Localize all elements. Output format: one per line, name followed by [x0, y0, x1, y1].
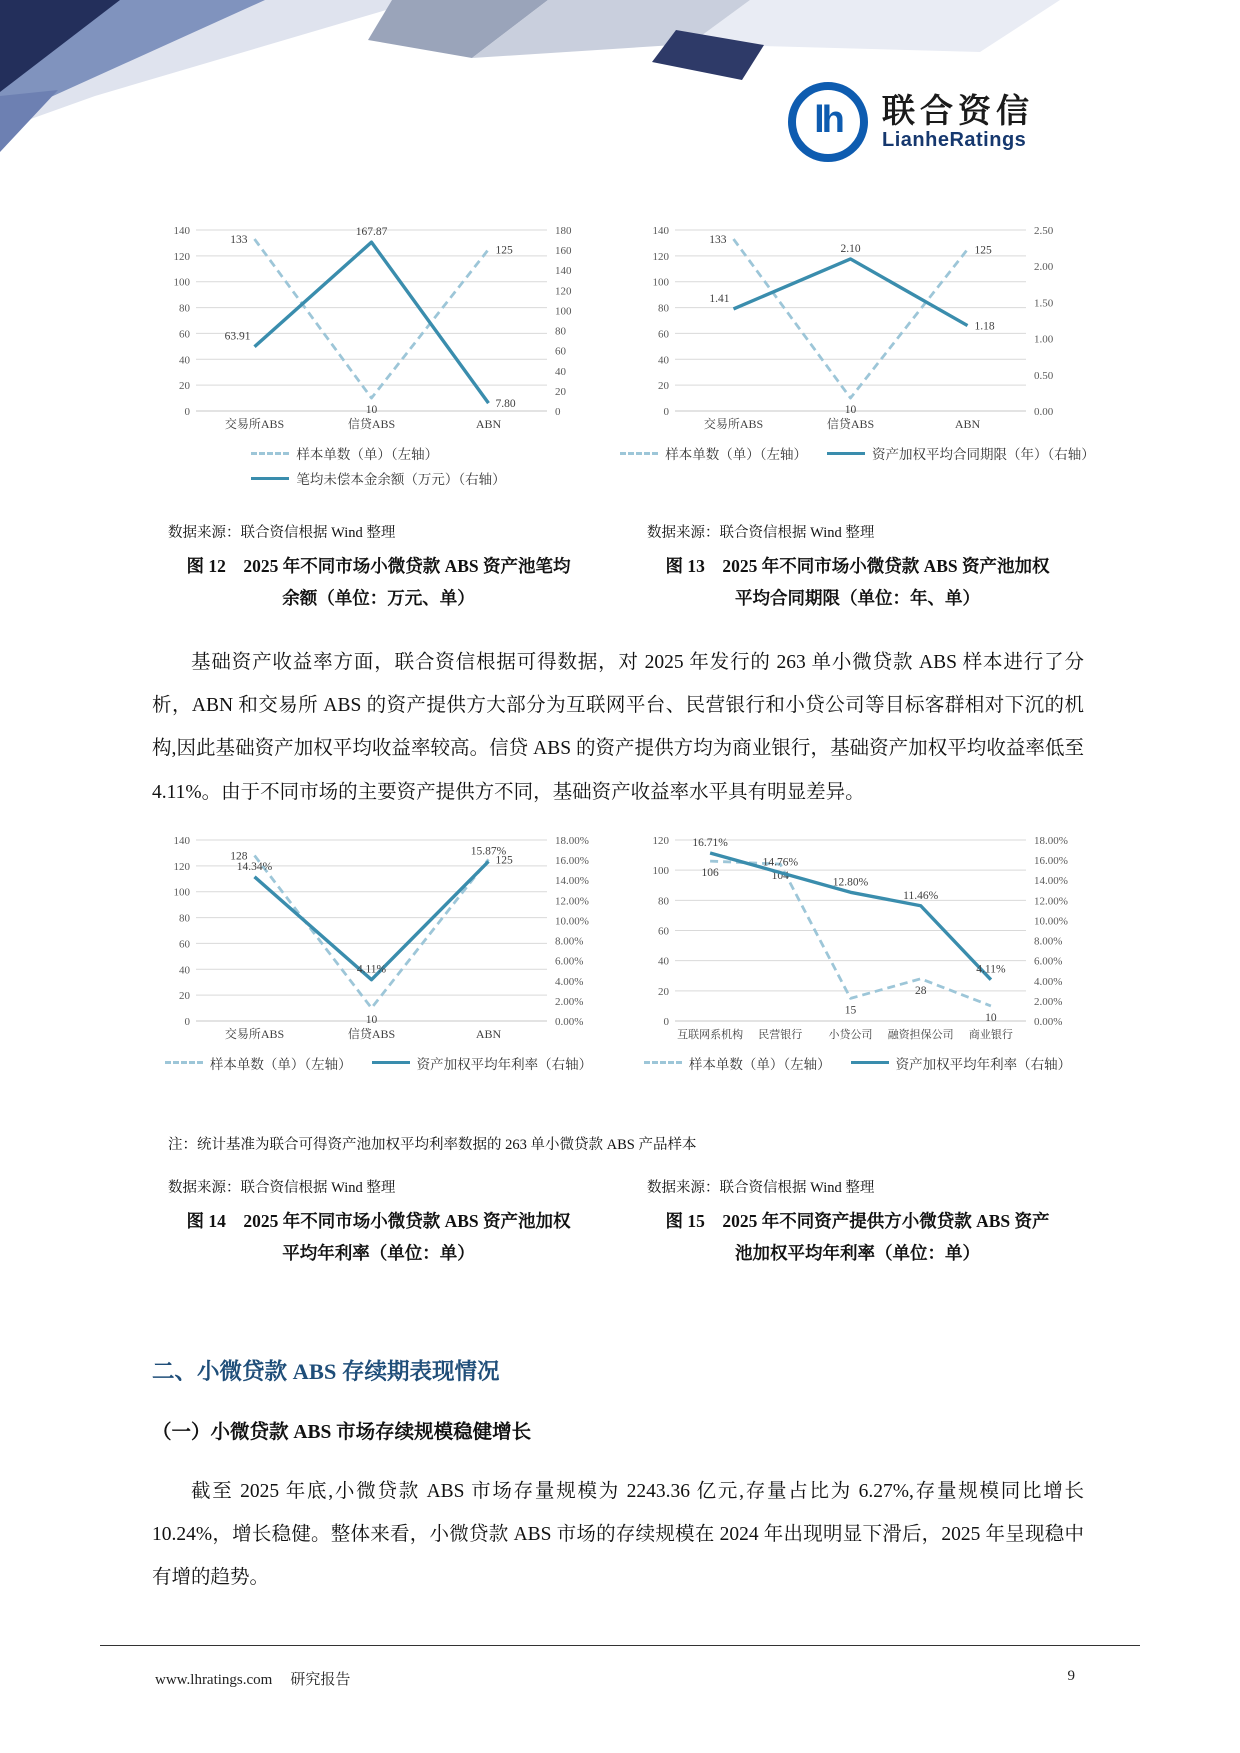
svg-text:0: 0: [555, 406, 561, 418]
svg-text:140: 140: [652, 225, 669, 237]
footer: [155, 1668, 1075, 1689]
figure-caption: 图 15 2025 年不同资产提供方小微贷款 ABS 资产池加权平均年利率（单位：单）: [665, 1210, 1050, 1264]
svg-text:125: 125: [974, 244, 992, 257]
legend-items: [644, 1053, 1071, 1073]
svg-text:14.34%: 14.34%: [236, 860, 273, 873]
legend-label: 资产加权平均年利率（右轴）: [895, 1056, 1072, 1072]
brand-logo: [788, 82, 1034, 162]
legend-item: [372, 1053, 593, 1073]
legend-item: [251, 468, 505, 488]
svg-text:10: 10: [365, 1013, 378, 1026]
svg-text:2.00: 2.00: [1034, 261, 1054, 274]
svg-text:80: 80: [658, 895, 669, 908]
svg-text:ABN: ABN: [475, 417, 502, 431]
svg-text:120: 120: [652, 834, 669, 847]
header-decoration: [0, 0, 1240, 180]
lianhe-logo-icon: [788, 82, 868, 162]
svg-text:信贷ABS: 信贷ABS: [347, 417, 396, 431]
svg-text:120: 120: [652, 250, 669, 263]
legend-item: [251, 443, 438, 463]
svg-text:80: 80: [179, 302, 190, 315]
svg-text:40: 40: [658, 955, 669, 968]
svg-text:100: 100: [173, 886, 190, 899]
legend-item: [851, 1053, 1072, 1073]
chart-fig14: [152, 828, 605, 1053]
svg-text:133: 133: [709, 234, 727, 247]
svg-text:20: 20: [555, 385, 566, 398]
svg-text:180: 180: [555, 225, 572, 237]
svg-text:1.41: 1.41: [709, 292, 730, 305]
svg-text:125: 125: [495, 244, 513, 257]
svg-text:60: 60: [555, 345, 566, 358]
figure-15-meta: [631, 1156, 1084, 1270]
svg-text:18.00%: 18.00%: [555, 834, 589, 847]
svg-text:8.00%: 8.00%: [555, 935, 584, 948]
brand-text: [882, 92, 1034, 153]
legend-label: 样本单数（单）（左轴）: [665, 447, 807, 462]
svg-text:140: 140: [173, 834, 190, 847]
svg-text:6.00%: 6.00%: [555, 955, 584, 968]
svg-text:160: 160: [555, 245, 572, 258]
figure-meta-row-2: [152, 1156, 1084, 1270]
svg-text:106: 106: [701, 866, 719, 879]
svg-text:16.00%: 16.00%: [555, 854, 589, 867]
svg-text:2.10: 2.10: [840, 242, 861, 255]
chart-fig12: [152, 218, 605, 443]
page-number: 9: [1067, 1668, 1075, 1684]
figure-note: 注：统计基准为联合可得资产池加权平均利率数据的 263 单小微贷款 ABS 产品样本: [168, 1136, 697, 1153]
svg-text:104: 104: [771, 870, 789, 883]
svg-text:10: 10: [985, 1011, 997, 1024]
svg-text:120: 120: [173, 860, 190, 873]
figure-caption: 图 12 2025 年不同市场小微贷款 ABS 资产池笔均余额（单位：万元、单）: [186, 556, 571, 609]
svg-text:20: 20: [179, 990, 190, 1003]
svg-text:信贷ABS: 信贷ABS: [347, 1026, 396, 1041]
svg-text:14.00%: 14.00%: [555, 875, 589, 888]
svg-text:140: 140: [173, 225, 190, 237]
svg-text:16.00%: 16.00%: [1034, 854, 1068, 867]
svg-text:128: 128: [230, 850, 248, 863]
svg-text:15: 15: [844, 1004, 857, 1017]
svg-text:120: 120: [173, 250, 190, 263]
page-content: [152, 218, 1095, 1599]
chart-legend-fig13: [631, 443, 1095, 501]
svg-text:ABN: ABN: [954, 417, 981, 431]
footer-divider: [100, 1645, 1140, 1646]
legend-label: 样本单数（单）（左轴）: [688, 1056, 831, 1072]
svg-text:1.18: 1.18: [974, 320, 995, 333]
legend-item: [827, 443, 1095, 463]
dashed-line-swatch: [251, 452, 289, 455]
svg-text:2.00%: 2.00%: [1034, 995, 1063, 1008]
svg-text:100: 100: [173, 276, 190, 289]
svg-text:20: 20: [179, 380, 190, 393]
legend-item: [165, 1053, 352, 1073]
svg-text:16.71%: 16.71%: [692, 836, 728, 849]
svg-text:80: 80: [658, 302, 669, 315]
svg-text:15.87%: 15.87%: [470, 845, 507, 858]
data-source: 数据来源：联合资信根据 Wind 整理: [168, 1179, 396, 1196]
legend-item: [620, 443, 807, 463]
svg-text:100: 100: [652, 276, 669, 289]
svg-text:40: 40: [658, 354, 669, 367]
svg-text:交易所ABS: 交易所ABS: [224, 417, 285, 431]
svg-text:8.00%: 8.00%: [1034, 935, 1063, 948]
svg-text:80: 80: [179, 912, 190, 925]
subsection-heading: （一）小微贷款 ABS 市场存续规模稳健增长: [152, 1421, 532, 1443]
dashed-line-swatch: [165, 1061, 203, 1064]
solid-line-swatch: [251, 477, 289, 480]
svg-text:20: 20: [658, 985, 669, 998]
body-paragraph-1: 基础资产收益率方面，联合资信根据可得数据，对 2025 年发行的 263 单小微贷款 ABS 样本进行了分析，ABN 和交易所 ABS 的资产提供方大部分为互联网平台、民营银行和小贷公司等目标客群相对下沉的机构,因此基础资产加权平均收益率较高。信贷 ABS 的资产提供方均为商业银行，基础资产加权平均收益率低至 4.11%。由于不同市场的主要资产提供方不同，基础资产收益率水平具有明显差异。: [152, 651, 1084, 803]
legend-label: 资产加权平均合同期限（年）（右轴）: [872, 447, 1095, 462]
section-heading: 二、小微贷款 ABS 存续期表现情况: [152, 1358, 500, 1384]
legend-items: [251, 443, 505, 488]
figure-caption: 图 13 2025 年不同市场小微贷款 ABS 资产池加权平均合同期限（单位：年、单）: [665, 556, 1050, 609]
legend-label: 笔均未偿本金余额（万元）（右轴）: [296, 472, 506, 487]
svg-text:60: 60: [179, 938, 190, 951]
dashed-line-swatch: [620, 452, 658, 455]
chart-legend-fig14: [152, 1053, 605, 1089]
svg-text:2.00%: 2.00%: [555, 995, 584, 1008]
chart-legend-fig15: [631, 1053, 1084, 1089]
data-source: 数据来源：联合资信根据 Wind 整理: [168, 525, 396, 541]
svg-text:60: 60: [179, 328, 190, 341]
svg-text:0: 0: [663, 1015, 669, 1028]
data-source: 数据来源：联合资信根据 Wind 整理: [647, 525, 875, 541]
legend-items: [620, 443, 1095, 463]
dashed-line-swatch: [644, 1061, 682, 1064]
figure-row-1: [152, 218, 1095, 615]
footer-url: www.lhratings.com: [155, 1672, 273, 1688]
brand-name-cn: 联合资信: [882, 91, 1034, 129]
figure-14: [152, 828, 605, 1089]
svg-text:4.00%: 4.00%: [1034, 975, 1063, 988]
solid-line-swatch: [372, 1061, 410, 1064]
chart-fig15: [631, 828, 1084, 1053]
figure-caption: 图 14 2025 年不同市场小微贷款 ABS 资产池加权平均年利率（单位：单）: [186, 1210, 571, 1264]
svg-text:商业银行: 商业银行: [968, 1028, 1013, 1041]
svg-text:28: 28: [914, 984, 927, 997]
legend-label: 资产加权平均年利率（右轴）: [416, 1056, 593, 1072]
svg-text:40: 40: [179, 964, 190, 977]
legend-label: 样本单数（单）（左轴）: [209, 1056, 352, 1072]
legend-label: 样本单数（单）（左轴）: [296, 447, 439, 462]
svg-text:0: 0: [184, 406, 190, 418]
footer-left: [155, 1668, 368, 1689]
legend-items: [165, 1053, 592, 1073]
solid-line-swatch: [851, 1061, 889, 1064]
brand-name-en: LianheRatings: [882, 129, 1027, 152]
svg-text:0: 0: [184, 1015, 190, 1028]
svg-text:6.00%: 6.00%: [1034, 955, 1063, 968]
svg-text:10: 10: [844, 404, 857, 417]
svg-text:140: 140: [555, 265, 572, 278]
svg-text:18.00%: 18.00%: [1034, 834, 1068, 847]
svg-text:12.00%: 12.00%: [555, 895, 589, 908]
svg-text:63.91: 63.91: [224, 330, 251, 343]
data-source: 数据来源：联合资信根据 Wind 整理: [647, 1179, 875, 1196]
figure-13: [631, 218, 1095, 615]
svg-text:1.50: 1.50: [1034, 297, 1054, 310]
svg-text:4.11%: 4.11%: [976, 963, 1006, 976]
footer-doc-type: 研究报告: [290, 1672, 351, 1688]
figure-15: [631, 828, 1084, 1089]
svg-text:2.50: 2.50: [1034, 225, 1054, 237]
svg-text:14.00%: 14.00%: [1034, 875, 1068, 888]
svg-text:80: 80: [555, 325, 566, 338]
svg-text:14.76%: 14.76%: [762, 856, 799, 869]
body-paragraph-2: 截至 2025 年底,小微贷款 ABS 市场存量规模为 2243.36 亿元,存量占比为 6.27%,存量规模同比增长 10.24%，增长稳健。整体来看，小微贷款 ABS 市场的存续规模在 2024 年出现明显下滑后，2025 年呈现稳中有增的趋势。: [152, 1480, 1084, 1589]
svg-text:ABN: ABN: [475, 1026, 502, 1041]
svg-text:40: 40: [555, 365, 566, 378]
svg-text:交易所ABS: 交易所ABS: [703, 417, 764, 431]
svg-text:100: 100: [555, 305, 572, 318]
svg-text:133: 133: [230, 234, 248, 247]
svg-text:120: 120: [555, 285, 572, 298]
figure-row-2: [152, 828, 1084, 1089]
svg-text:0.00%: 0.00%: [555, 1015, 584, 1028]
svg-text:4.11%: 4.11%: [356, 963, 387, 976]
svg-text:10.00%: 10.00%: [1034, 915, 1068, 928]
svg-text:60: 60: [658, 328, 669, 341]
svg-text:10.00%: 10.00%: [555, 915, 589, 928]
svg-text:167.87: 167.87: [355, 226, 388, 239]
svg-text:11.46%: 11.46%: [903, 889, 939, 902]
svg-text:0.50: 0.50: [1034, 369, 1054, 382]
svg-text:民营银行: 民营银行: [758, 1028, 803, 1041]
figure-14-meta: [152, 1156, 605, 1270]
svg-text:7.80: 7.80: [495, 398, 516, 411]
svg-text:10: 10: [365, 404, 378, 417]
solid-line-swatch: [827, 452, 865, 455]
svg-text:融资担保公司: 融资担保公司: [887, 1028, 954, 1041]
svg-text:12.80%: 12.80%: [832, 876, 869, 889]
svg-text:1.00: 1.00: [1034, 333, 1054, 346]
svg-text:互联网系机构: 互联网系机构: [677, 1028, 744, 1041]
svg-text:交易所ABS: 交易所ABS: [224, 1026, 285, 1041]
legend-item: [644, 1053, 831, 1073]
svg-text:小贷公司: 小贷公司: [828, 1028, 873, 1041]
chart-fig13: [631, 218, 1084, 443]
chart-legend-fig12: [152, 443, 605, 501]
svg-text:40: 40: [179, 354, 190, 367]
svg-text:0.00: 0.00: [1034, 406, 1054, 418]
svg-text:4.00%: 4.00%: [555, 975, 584, 988]
figure-12: [152, 218, 605, 615]
svg-text:125: 125: [495, 854, 513, 867]
svg-text:100: 100: [652, 865, 669, 878]
svg-text:0.00%: 0.00%: [1034, 1015, 1063, 1028]
svg-text:信贷ABS: 信贷ABS: [826, 417, 875, 431]
svg-text:20: 20: [658, 380, 669, 393]
logo-monogram: lh: [814, 99, 842, 141]
svg-text:60: 60: [658, 925, 669, 938]
svg-text:0: 0: [663, 406, 669, 418]
svg-text:12.00%: 12.00%: [1034, 895, 1068, 908]
